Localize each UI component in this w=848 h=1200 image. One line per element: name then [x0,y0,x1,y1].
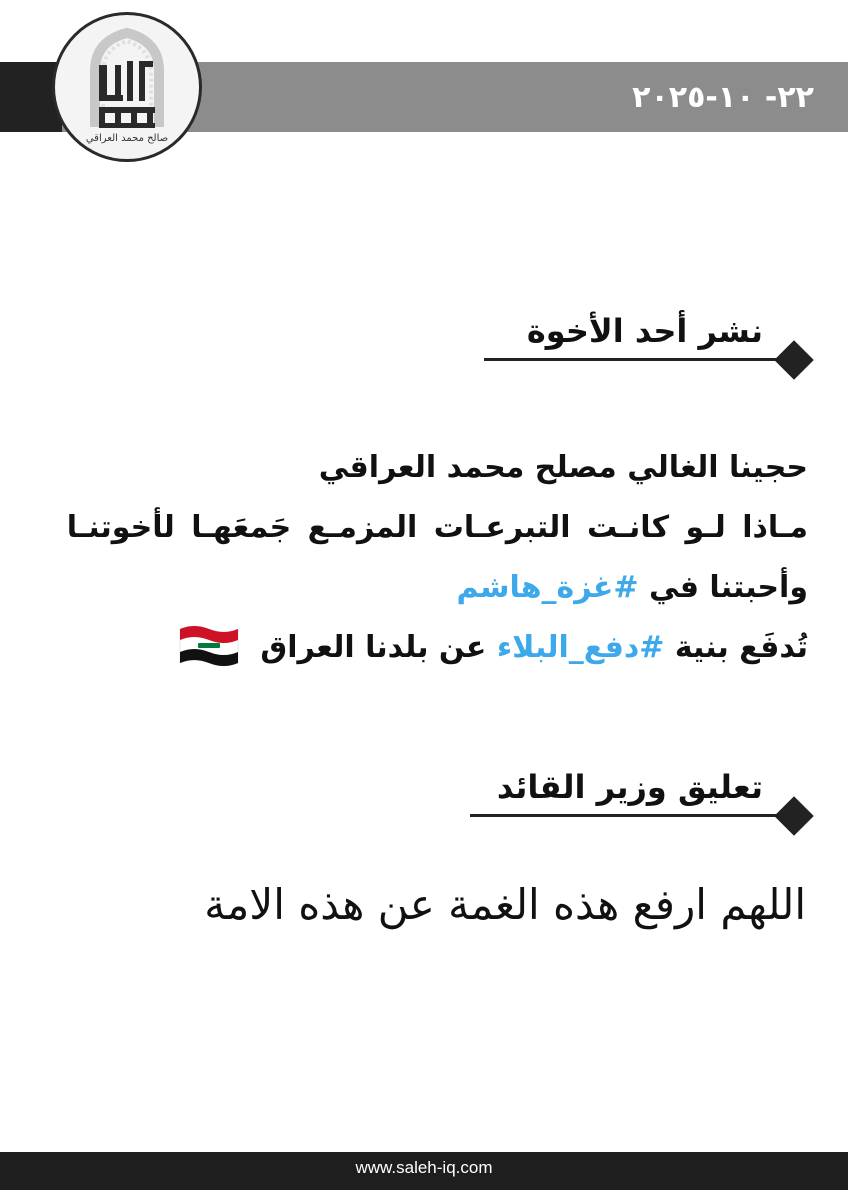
post-body [28,438,808,678]
comment-section-underline [470,814,794,817]
post-line-4-prefix: تُدفَع بنية [664,630,808,665]
post-section-diamond-icon [774,340,814,380]
hashtag-dafa-albalaa[interactable]: #دفع_البلاء [496,630,665,665]
hashtag-gaza[interactable]: #غزة_هاشم [456,570,639,605]
comment-section-diamond-icon [774,796,814,836]
post-line-4 [28,618,808,678]
post-line-3-text: وأحبتنا في [638,570,808,605]
logo-caption: صالح محمد العراقي [85,133,169,144]
post-line-1: حجينا الغالي مصلح محمد العراقي [318,450,808,485]
post-date: ٢٢- ١٠-٢٠٢٥ [632,80,814,115]
post-section-title: نشر أحد الأخوة [526,312,763,350]
post-line-3 [28,558,808,618]
logo [52,12,202,162]
comment-section-title: تعليق وزير القائد [496,768,763,806]
iraq-flag-icon [178,623,240,667]
post-section-underline [484,358,794,361]
footer-website-link[interactable]: www.saleh-iq.com [355,1158,493,1177]
post-line-2: مـاذا لـو كانـت التبرعـات المزمـع جَمعَهـا لأخوتنـا [66,510,808,545]
post-line-4-suffix: عن بلدنا العراق [260,630,497,665]
comment-text: اللهم ارفع هذه الغمة عن هذه الامة [204,880,806,929]
